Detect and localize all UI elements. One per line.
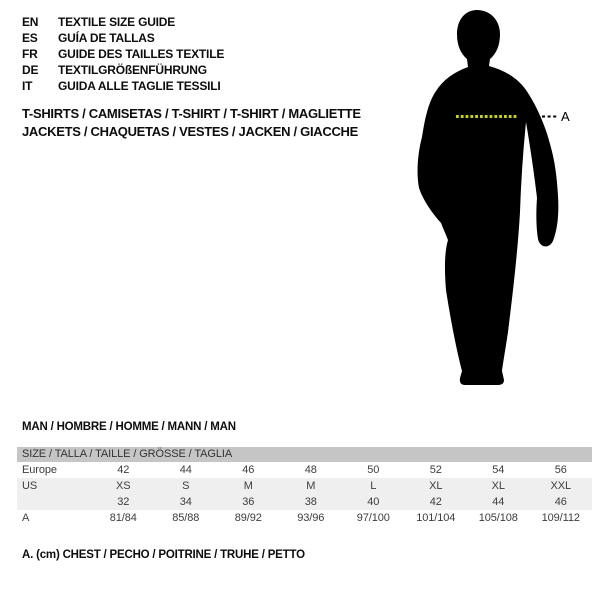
row-label: A xyxy=(22,512,30,524)
language-code: EN xyxy=(22,15,39,29)
size-table xyxy=(17,447,592,526)
size-cell: 54 xyxy=(492,464,505,476)
size-cell: XL xyxy=(429,480,443,492)
measure-label-a: A xyxy=(561,109,570,124)
size-cell: 46 xyxy=(242,464,255,476)
row-label: Europe xyxy=(22,464,57,476)
language-label: GUIDA ALLE TAGLIE TESSILI xyxy=(58,79,221,93)
size-cell: M xyxy=(243,480,253,492)
size-cell: XS xyxy=(116,480,131,492)
language-list xyxy=(22,14,224,94)
size-cell: 32 xyxy=(117,496,130,508)
size-cell: 44 xyxy=(492,496,505,508)
size-cell: 105/108 xyxy=(478,512,518,524)
language-label: TEXTILGRÖßENFÜHRUNG xyxy=(58,63,207,77)
size-cell: 85/88 xyxy=(172,512,200,524)
size-cell: L xyxy=(370,480,377,492)
language-label: GUÍA DE TALLAS xyxy=(58,31,155,45)
size-cell: 44 xyxy=(179,464,192,476)
size-table-row-us-numeric xyxy=(17,494,592,510)
category-lines xyxy=(22,105,361,141)
language-label: TEXTILE SIZE GUIDE xyxy=(58,15,176,29)
size-cell: 81/84 xyxy=(109,512,137,524)
size-cell: 89/92 xyxy=(234,512,262,524)
size-cell: 97/100 xyxy=(356,512,390,524)
size-cell: 40 xyxy=(367,496,380,508)
size-cell: 46 xyxy=(554,496,567,508)
size-cell: 52 xyxy=(429,464,442,476)
size-cell: 93/96 xyxy=(297,512,325,524)
size-cell: 109/112 xyxy=(541,512,580,524)
size-cell: S xyxy=(182,480,190,492)
size-cell: 38 xyxy=(304,496,317,508)
man-silhouette xyxy=(418,10,559,385)
size-cell: 42 xyxy=(429,496,442,508)
category-line-tshirts: T-SHIRTS / CAMISETAS / T-SHIRT / T-SHIRT / MAGLIETTE xyxy=(22,106,361,121)
size-cell: 34 xyxy=(179,496,192,508)
size-cell: 50 xyxy=(367,464,380,476)
size-cell: 101/104 xyxy=(416,512,456,524)
size-table-row-chest xyxy=(17,510,592,526)
row-label xyxy=(17,494,92,510)
size-cell: 36 xyxy=(242,496,255,508)
language-row xyxy=(22,30,224,46)
size-cell: 42 xyxy=(117,464,130,476)
measurement-footnote: A. (cm) CHEST / PECHO / POITRINE / TRUHE / PETTO xyxy=(22,549,305,561)
language-row xyxy=(22,62,224,78)
size-cell: 48 xyxy=(304,464,317,476)
language-row xyxy=(22,78,224,94)
language-code: IT xyxy=(22,79,33,93)
language-code: FR xyxy=(22,47,38,61)
language-code: ES xyxy=(22,31,38,45)
language-row xyxy=(22,14,224,30)
man-silhouette-figure xyxy=(400,0,600,400)
size-table-row-europe xyxy=(17,462,592,478)
size-table-header: SIZE / TALLA / TAILLE / GRÖSSE / TAGLIA xyxy=(17,447,592,462)
size-table-row-us xyxy=(17,478,592,494)
language-code: DE xyxy=(22,63,39,77)
size-cell: XXL xyxy=(550,480,571,492)
language-row xyxy=(22,46,224,62)
category-line-jackets: JACKETS / CHAQUETAS / VESTES / JACKEN / GIACCHE xyxy=(22,124,358,139)
size-cell: M xyxy=(306,480,316,492)
size-cell: 56 xyxy=(554,464,567,476)
size-cell: XL xyxy=(491,480,505,492)
row-label: US xyxy=(22,480,38,492)
section-title-man: MAN / HOMBRE / HOMME / MANN / MAN xyxy=(22,421,236,433)
language-label: GUIDE DES TAILLES TEXTILE xyxy=(58,47,225,61)
